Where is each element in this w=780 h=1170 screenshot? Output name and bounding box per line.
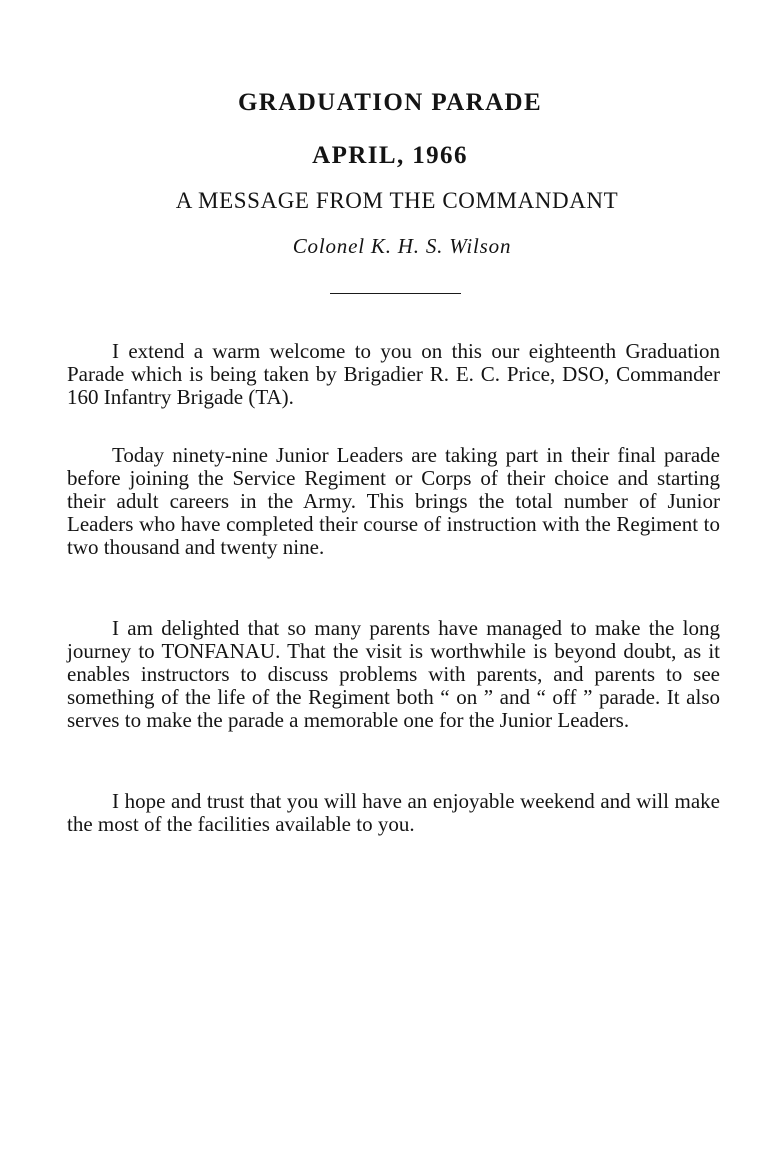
paragraph-junior-leaders: Today ninety-nine Junior Leaders are taking part in their final parade before joining the Service Regiment or Corps of their choice and starting their adult careers in the Army. This brings the total number of Junior Leaders who have completed their course of instruction with the Regiment to two thousand and twenty nine.: [67, 443, 720, 559]
divider-rule: [330, 293, 461, 294]
document-subtitle: A MESSAGE FROM THE COMMANDANT: [175, 188, 619, 213]
paragraph-parents: I am delighted that so many parents have managed to make the long journey to TONFANAU. That the visit is worthwhile is beyond doubt, as it enables instructors to discuss problems with parents, and parents to see something of the life of the Regiment both “ on ” and “ off ” parade. It also serves to make the parade a memorable one for the Junior Leaders.: [67, 616, 720, 732]
document-title: GRADUATION PARADE: [237, 89, 543, 116]
paragraph-closing: I hope and trust that you will have an enjoyable weekend and will make the most of the facilities available to you.: [67, 789, 720, 836]
paragraph-welcome: I extend a warm welcome to you on this our eighteenth Graduation Parade which is being taken by Brigadier R. E. C. Price, DSO, Commander 160 Infantry Brigade (TA).: [67, 339, 720, 409]
document-date: APRIL, 1966: [312, 142, 468, 169]
document-author: Colonel K. H. S. Wilson: [292, 234, 512, 258]
